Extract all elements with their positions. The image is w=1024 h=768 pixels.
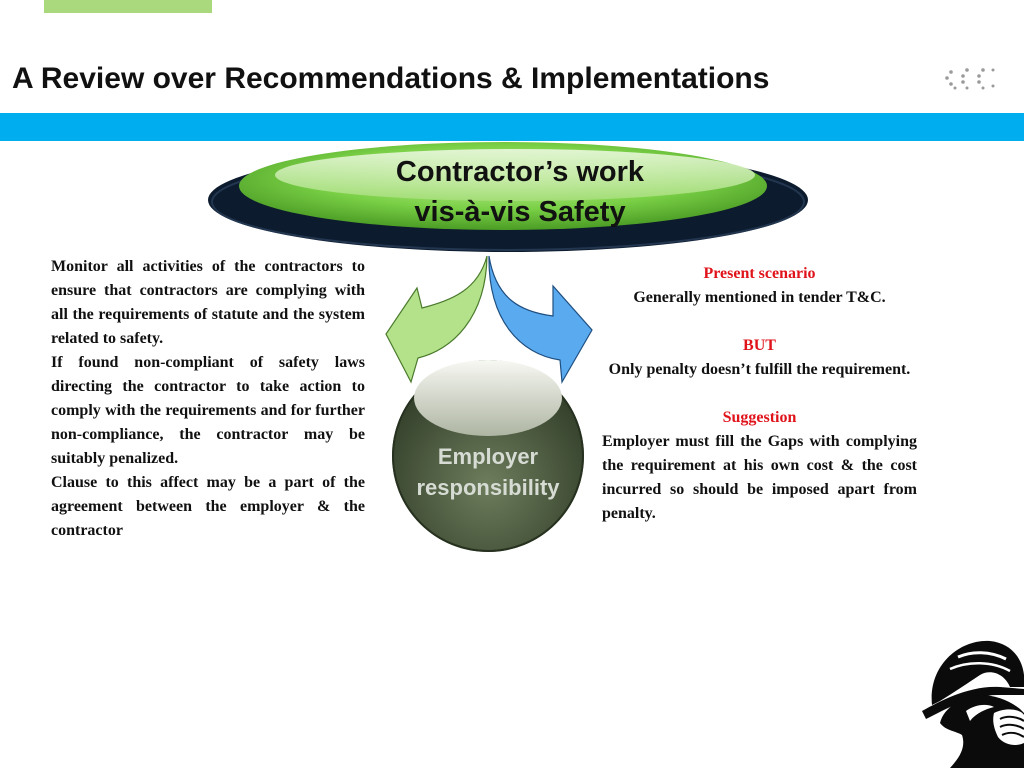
present-scenario-heading: Present scenario bbox=[703, 265, 816, 282]
oval-label bbox=[355, 152, 685, 232]
oval-label-line1: Contractor’s work bbox=[395, 156, 645, 188]
left-paragraph-2: If found non-compliant of safety laws directing the contractor to take action to comply with the requirements and for further non-compliance, the contractor may be suitably penalized. bbox=[51, 354, 365, 467]
oval-label-line2: vis-à-vis Safety bbox=[414, 196, 626, 228]
circle-label bbox=[395, 441, 581, 503]
page-title: A Review over Recommendations & Implementations bbox=[12, 62, 770, 95]
left-paragraph-1: Monitor all activities of the contractors to ensure that contractors are complying with all the requirements of statute and the system related to safety. bbox=[51, 258, 365, 347]
right-panel bbox=[602, 262, 917, 526]
present-scenario-text: Generally mentioned in tender T&C. bbox=[633, 289, 886, 306]
but-heading: BUT bbox=[743, 337, 776, 354]
suggestion-text: Employer must fill the Gaps with complying the requirement at his own cost & the cost incurred so should be imposed apart from penalty. bbox=[602, 433, 917, 522]
circle-label-line2: responsibility bbox=[416, 475, 560, 500]
safety-helmet-worker-icon bbox=[910, 635, 1024, 768]
suggestion-heading: Suggestion bbox=[722, 409, 797, 426]
circle-label-line1: Employer bbox=[437, 444, 539, 469]
left-paragraph-3: Clause to this affect may be a part of the agreement between the employer & the contractor bbox=[51, 474, 365, 539]
but-text: Only penalty doesn’t fulfill the requirement. bbox=[608, 361, 911, 378]
left-panel bbox=[51, 255, 365, 543]
